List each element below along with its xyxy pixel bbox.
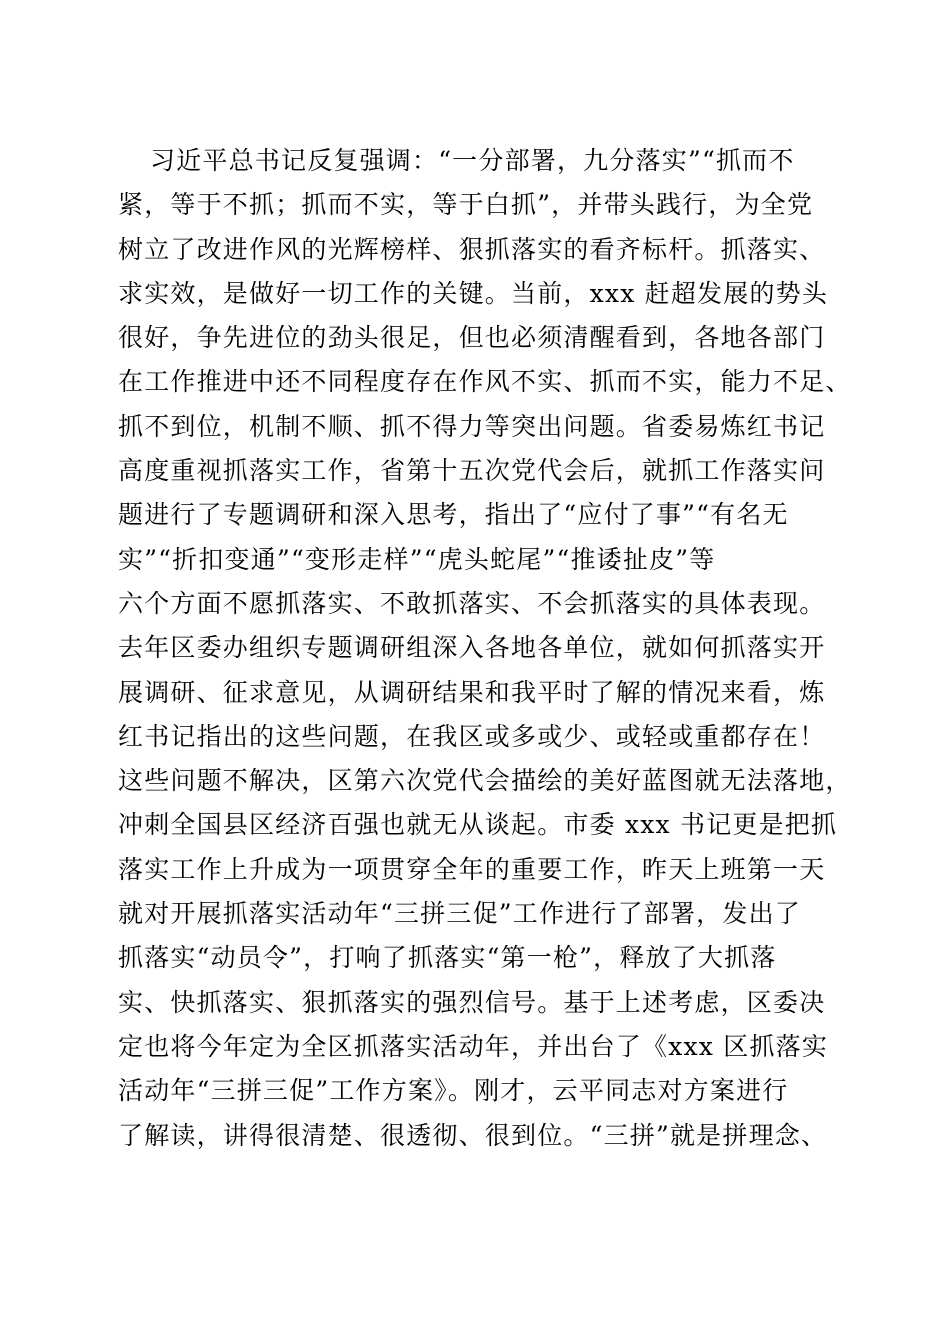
paragraph-line: 在工作推进中还不同程度存在作风不实、抓而不实，能力不足、 — [118, 367, 852, 397]
paragraph-line: 树立了改进作风的光辉榜样、狠抓落实的看齐标杆。抓落实、 — [118, 234, 826, 264]
paragraph-line: 定也将今年定为全区抓落实活动年，并出台了《xxx 区抓落实 — [118, 1031, 829, 1061]
paragraph-line: 抓不到位，机制不顺、抓不得力等突出问题。省委易炼红书记 — [118, 411, 826, 441]
paragraph-line: 展调研、征求意见，从调研结果和我平时了解的情况来看，炼 — [118, 677, 826, 707]
paragraph-line: 紧，等于不抓；抓而不实，等于白抓”，并带头践行，为全党 — [118, 190, 814, 220]
paragraph-line: 了解读，讲得很清楚、很透彻、很到位。“三拼”就是拼理念、 — [118, 1120, 828, 1150]
paragraph-line: 实、快抓落实、狠抓落实的强烈信号。基于上述考虑，区委决 — [118, 987, 826, 1017]
paragraph-line: 求实效，是做好一切工作的关键。当前，xxx 赶超发展的势头 — [118, 278, 829, 308]
paragraph-line: 活动年“三拼三促”工作方案》。刚才，云平同志对方案进行 — [118, 1076, 789, 1106]
paragraph-line: 抓落实“动员令”，打响了抓落实“第一枪”，释放了大抓落 — [118, 943, 777, 973]
paragraph-line: 这些问题不解决，区第六次党代会描绘的美好蓝图就无法落地， — [118, 766, 852, 796]
paragraph-line: 去年区委办组织专题调研组深入各地各单位，就如何抓落实开 — [118, 633, 826, 663]
paragraph-line: 高度重视抓落实工作，省第十五次党代会后，就抓工作落实问 — [118, 456, 826, 486]
paragraph-line: 冲刺全国县区经济百强也就无从谈起。市委 xxx 书记更是把抓 — [118, 810, 838, 840]
paragraph-line: 实”“折扣变通”“变形走样”“虎头蛇尾”“推诿扯皮”等 — [118, 544, 716, 574]
paragraph-line: 习近平总书记反复强调：“一分部署，九分落实”“抓而不 — [150, 146, 795, 175]
paragraph-line: 落实工作上升成为一项贯穿全年的重要工作，昨天上班第一天 — [118, 854, 826, 884]
paragraph-line: 六个方面不愿抓落实、不敢抓落实、不会抓落实的具体表现。 — [118, 588, 826, 618]
paragraph-line: 很好，争先进位的劲头很足，但也必须清醒看到，各地各部门 — [118, 323, 826, 353]
body-paragraph — [118, 139, 852, 1158]
paragraph-line: 就对开展抓落实活动年“三拼三促”工作进行了部署，发出了 — [118, 899, 801, 929]
paragraph-line: 题进行了专题调研和深入思考，指出了“应付了事”“有名无 — [118, 500, 789, 530]
paragraph-line: 红书记指出的这些问题，在我区或多或少、或轻或重都存在！ — [118, 721, 826, 751]
